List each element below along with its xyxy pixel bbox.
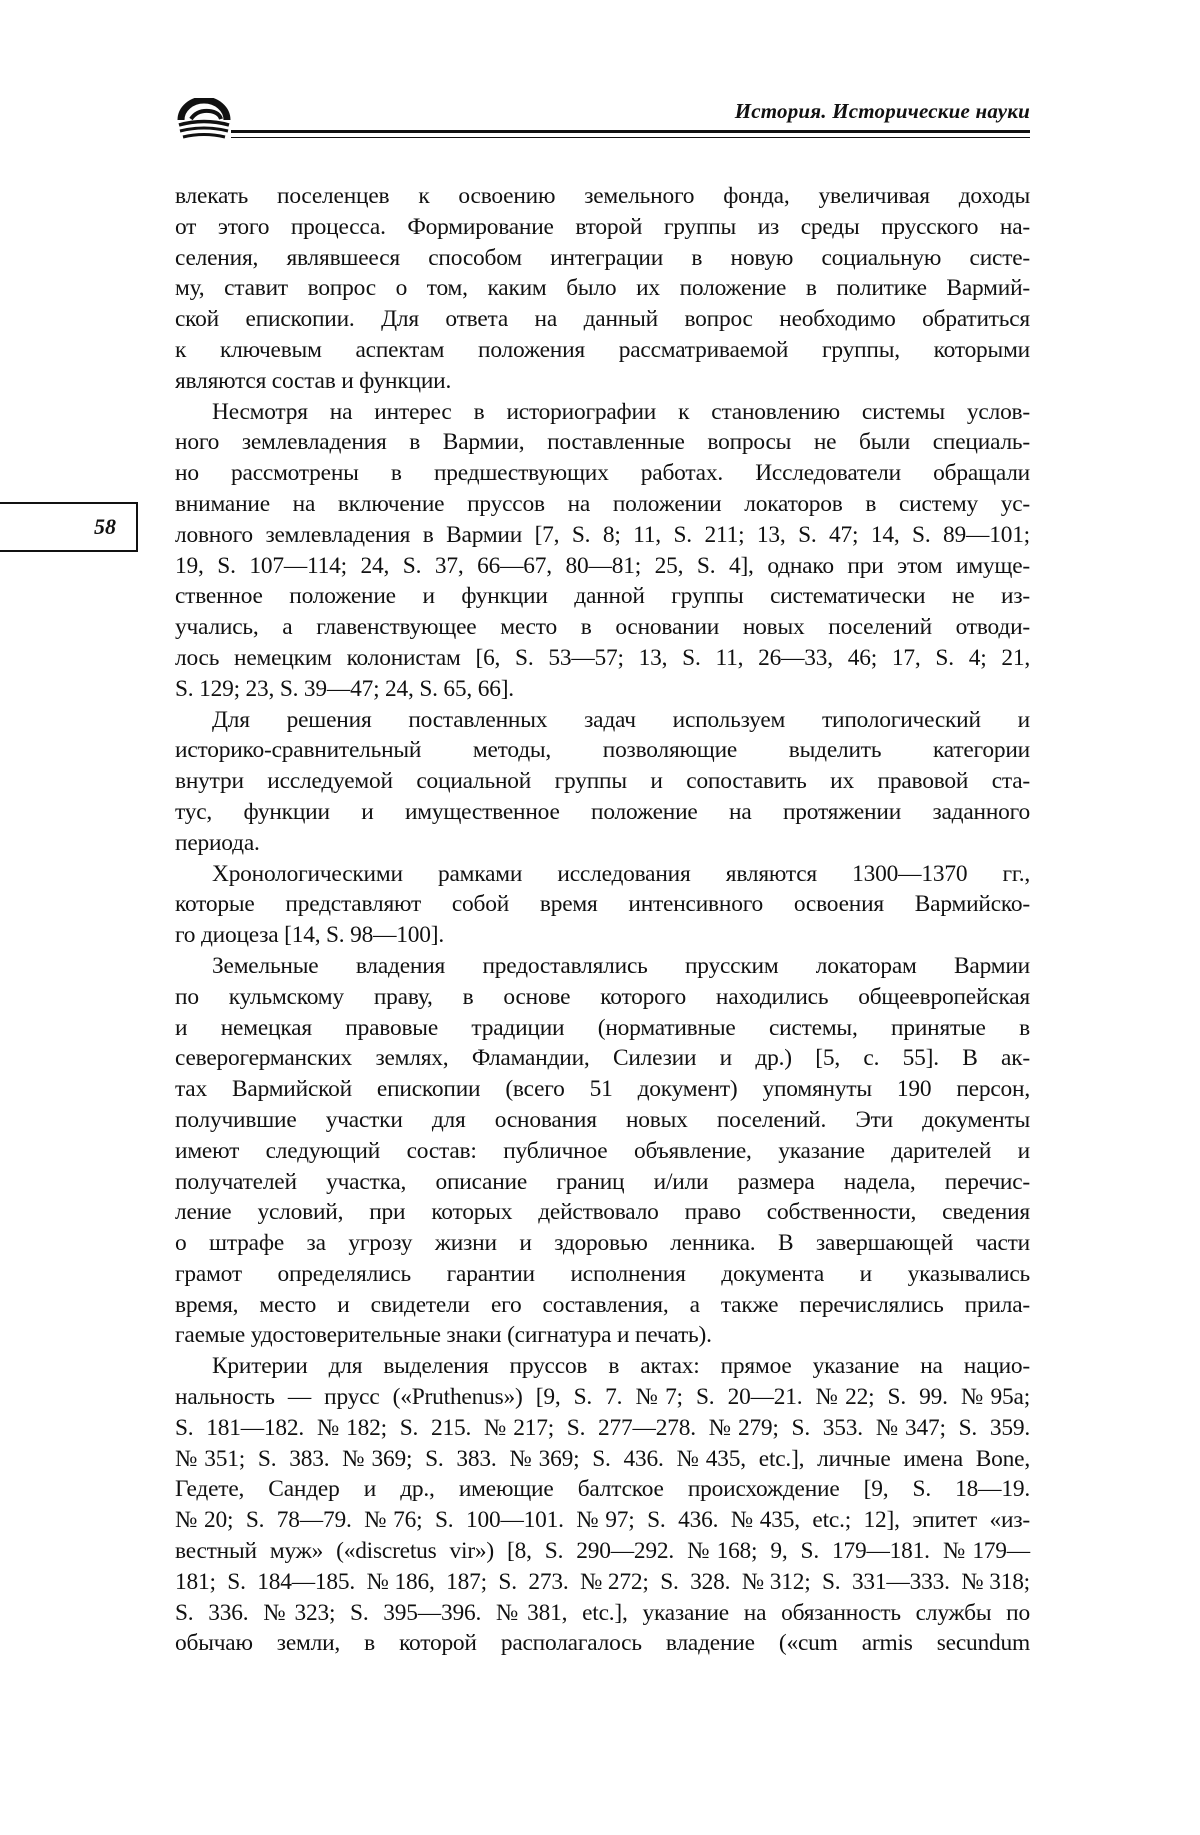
body-line: внимание на включение пруссов на положении локаторов в систему ус- bbox=[175, 490, 1030, 517]
body-line: являются состав и функции. bbox=[175, 367, 452, 394]
running-title: История. Исторические науки bbox=[734, 99, 1030, 123]
running-header bbox=[175, 92, 1030, 142]
publisher-logo-icon bbox=[175, 98, 233, 144]
body-line: получателей участка, описание границ и/или размера надела, перечис- bbox=[175, 1168, 1030, 1195]
body-line: по кульмскому праву, в основе которого находились общеевропейская bbox=[175, 983, 1030, 1010]
body-line: Хронологическими рамками исследования являются 1300—1370 гг., bbox=[212, 860, 1030, 887]
page-number-tab bbox=[0, 502, 138, 552]
body-line: ственное положение и функции данной группы систематически не из- bbox=[175, 583, 1030, 610]
body-line: №351; S. 383. №369; S. 383. №369; S. 436. №435, etc.], личные имена Bone, bbox=[175, 1445, 1030, 1472]
body-line: №20; S. 78—79. №76; S. 100—101. №97; S. 436. №435, etc.; 12], эпитет «из- bbox=[175, 1507, 1030, 1534]
body-line: Несмотря на интерес в историографии к становлению системы услов- bbox=[212, 398, 1030, 425]
body-line: обычаю земли, в которой располагалось владение («cum armis secundum bbox=[175, 1630, 1030, 1657]
body-line: к ключевым аспектам положения рассматриваемой группы, которыми bbox=[175, 336, 1030, 363]
body-line: Земельные владения предоставлялись прусским локаторам Вармии bbox=[212, 952, 1030, 979]
body-line: которые представляют собой время интенсивного освоения Вармийско- bbox=[175, 891, 1030, 918]
page-number: 58 bbox=[94, 514, 116, 539]
body-line: влекать поселенцев к освоению земельного фонда, увеличивая доходы bbox=[175, 183, 1030, 209]
body-line: S. 336. №323; S. 395—396. №381, etc.], указание на обязанность службы по bbox=[175, 1599, 1030, 1626]
body-line: и немецкая правовые традиции (нормативные системы, принятые в bbox=[175, 1014, 1030, 1041]
body-line: му, ставит вопрос о том, каким было их положение в политике Вармий- bbox=[175, 275, 1030, 302]
body-line: грамот определялись гарантии исполнения документа и указывались bbox=[175, 1260, 1030, 1287]
body-line: Для решения поставленных задач используем типологический и bbox=[212, 706, 1030, 733]
body-line: ление условий, при которых действовало право собственности, сведения bbox=[175, 1199, 1030, 1226]
body-line: историко-сравнительный методы, позволяющие выделить категории bbox=[175, 737, 1030, 764]
body-line: внутри исследуемой социальной группы и сопоставить их правовой ста- bbox=[175, 768, 1030, 795]
body-line: северогерманских землях, Фламандии, Силезии и др.) [5, с. 55]. В ак- bbox=[175, 1045, 1030, 1072]
body-line: время, место и свидетели его составления, а также перечислялись прила- bbox=[175, 1291, 1030, 1318]
body-line: от этого процесса. Формирование второй группы из среды прусского на- bbox=[175, 213, 1030, 240]
body-line: Гедете, Сандер и др., имеющие балтское происхождение [9, S. 18—19. bbox=[175, 1476, 1030, 1503]
body-line: нальность — прусс («Pruthenus») [9, S. 7. №7; S. 20—21. №22; S. 99. №95a; bbox=[175, 1384, 1030, 1411]
body-line: гаемые удостоверительные знаки (сигнатура и печать). bbox=[175, 1322, 712, 1349]
body-line: вестный муж» («discretus vir») [8, S. 290—292. №168; 9, S. 179—181. №179— bbox=[175, 1538, 1030, 1565]
header-rule-thin bbox=[231, 137, 1030, 138]
body-line: S. 129; 23, S. 39—47; 24, S. 65, 66]. bbox=[175, 675, 514, 702]
body-line: периода. bbox=[175, 829, 260, 856]
article-body bbox=[175, 181, 1030, 1659]
body-line: получившие участки для основания новых поселений. Эти документы bbox=[175, 1106, 1030, 1133]
body-line: 19, S. 107—114; 24, S. 37, 66—67, 80—81; 25, S. 4], однако при этом имуще- bbox=[175, 552, 1030, 579]
body-line: учались, а главенствующее место в основании новых поселений отводи- bbox=[175, 614, 1030, 641]
body-line: ного землевладения в Вармии, поставленные вопросы не были специаль- bbox=[175, 429, 1030, 456]
body-line: о штрафе за угрозу жизни и здоровью ленника. В завершающей части bbox=[175, 1230, 1030, 1257]
body-line: ской епископии. Для ответа на данный вопрос необходимо обратиться bbox=[175, 306, 1030, 333]
body-line: селения, являвшееся способом интеграции в новую социальную систе- bbox=[175, 244, 1030, 271]
body-line: тах Вармийской епископии (всего 51 документ) упомянуты 190 персон, bbox=[175, 1076, 1030, 1103]
body-line: но рассмотрены в предшествующих работах. Исследователи обращали bbox=[175, 460, 1030, 487]
body-line: S. 181—182. №182; S. 215. №217; S. 277—278. №279; S. 353. №347; S. 359. bbox=[175, 1414, 1030, 1441]
body-line: тус, функции и имущественное положение на протяжении заданного bbox=[175, 798, 1030, 825]
body-line: го диоцеза [14, S. 98—100]. bbox=[175, 922, 445, 949]
header-rule-thick bbox=[231, 130, 1030, 133]
body-line: 181; S. 184—185. №186, 187; S. 273. №272; S. 328. №312; S. 331—333. №318; bbox=[175, 1568, 1030, 1595]
body-line: лось немецким колонистам [6, S. 53—57; 13, S. 11, 26—33, 46; 17, S. 4; 21, bbox=[175, 644, 1030, 671]
body-line: Критерии для выделения пруссов в актах: прямое указание на нацио- bbox=[212, 1353, 1030, 1380]
body-line: имеют следующий состав: публичное объявление, указание дарителей и bbox=[175, 1137, 1030, 1164]
body-line: ловного землевладения в Вармии [7, S. 8; 11, S. 211; 13, S. 47; 14, S. 89—101; bbox=[175, 521, 1030, 548]
